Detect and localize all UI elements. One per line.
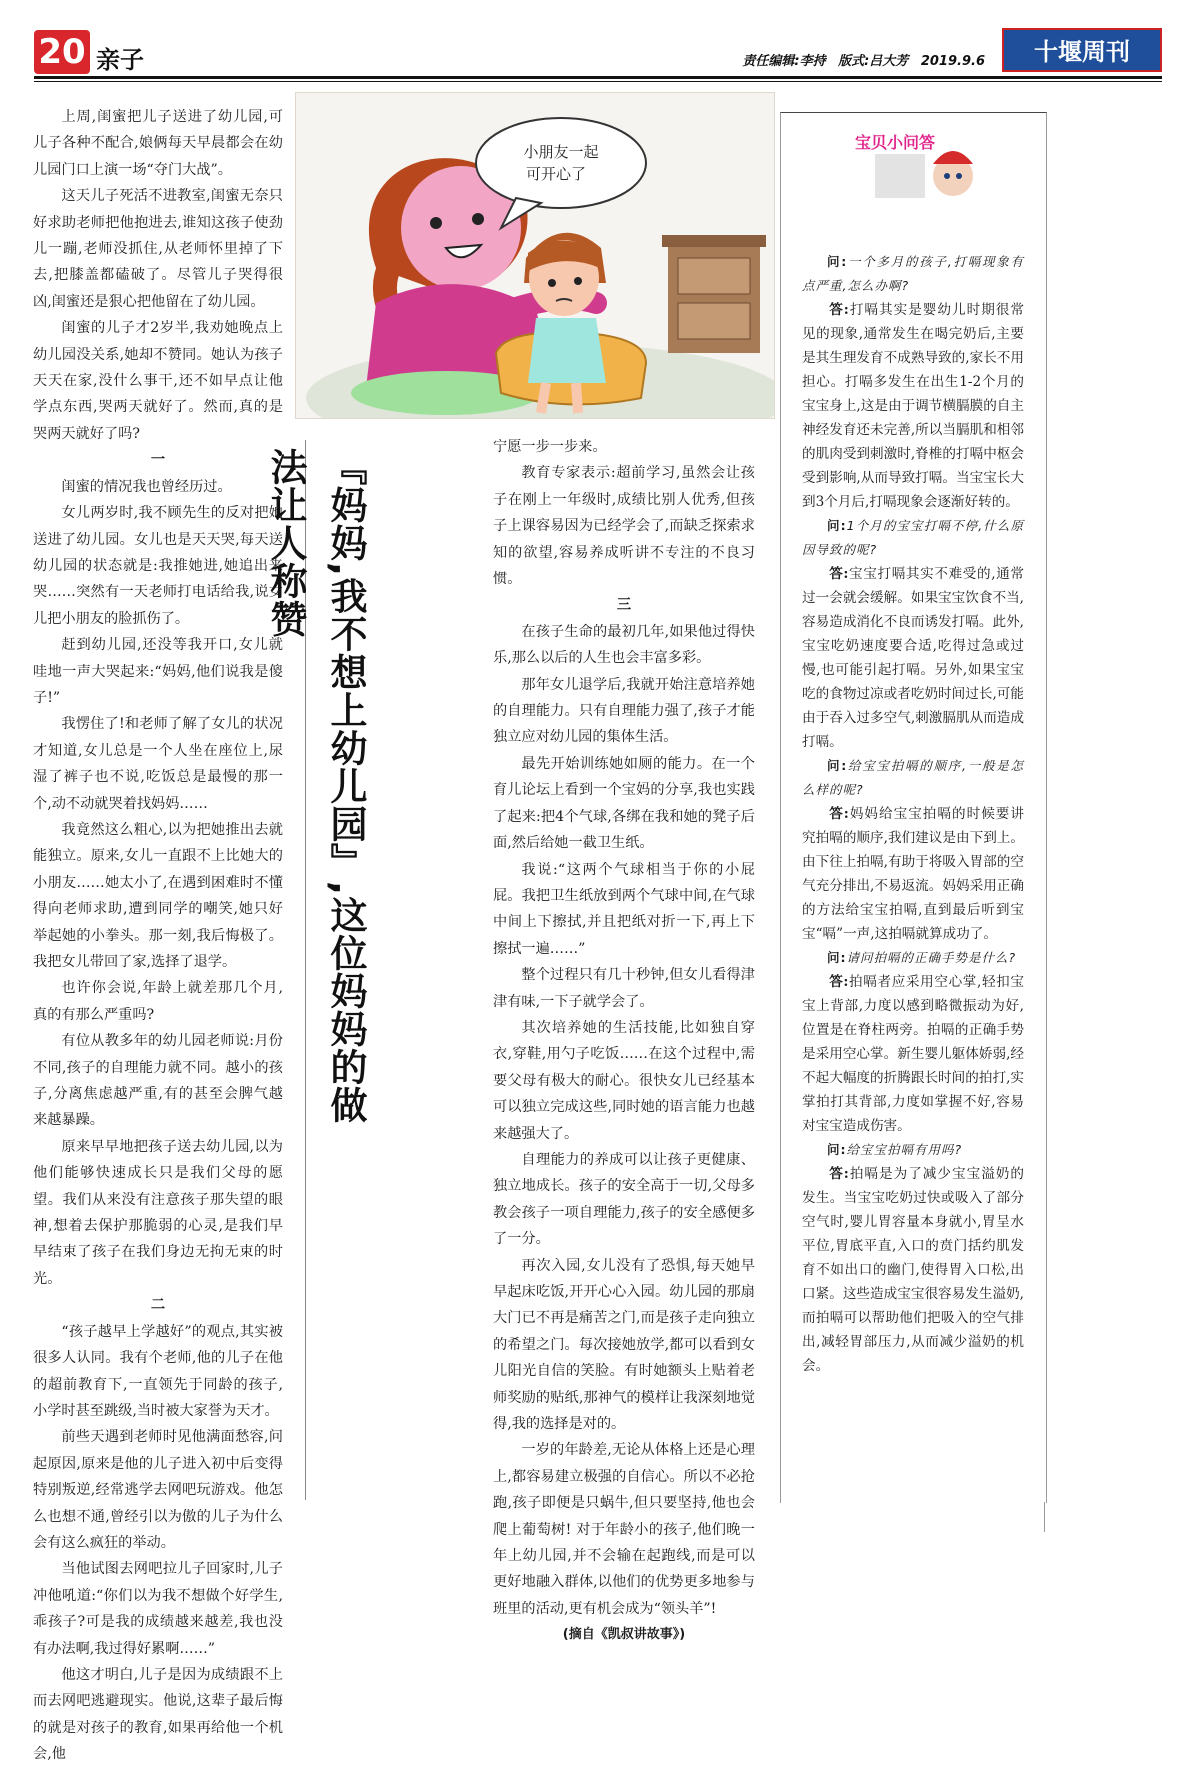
answer-label: 答: — [829, 566, 849, 582]
speech-bubble-line1: 小朋友一起 — [523, 143, 599, 161]
qa-question — [802, 250, 1024, 298]
qa-answer — [802, 1162, 1024, 1378]
paragraph: 最先开始训练她如厕的能力。在一个育儿论坛上看到一个宝妈的分享,我也实践了起来:把4个气球,各绑在我和她的凳子后面,然后给她一截卫生纸。 — [493, 755, 755, 852]
qa-question — [802, 754, 1024, 802]
paragraph: 再次入园,女儿没有了恐惧,每天她早早起床吃饭,开开心心入园。幼儿园的那扇大门已不再是痛苦之门,而是孩子走向独立的希望之门。每次接她放学,都可以看到女儿阳光自信的笑脸。有时她额头上贴着老师奖励的贴纸,那神气的模样让我深刻地觉得,我的选择是对的。 — [493, 1257, 755, 1433]
speech-bubble-line2: 可开心了 — [525, 165, 587, 183]
layout-credit: 版式:吕大芳 — [838, 54, 909, 69]
paragraph: 赶到幼儿园,还没等我开口,女儿就哇地一声大哭起来:“妈妈,他们说我是傻子!” — [33, 637, 283, 706]
qa-answer — [802, 802, 1024, 946]
article-source: (摘自《凯叔讲故事》) — [562, 1627, 686, 1643]
paragraph: 有位从教多年的幼儿园老师说:月份不同,孩子的自理能力就不同。越小的孩子,分离焦虑越严重,有的甚至会脾气越来越暴躁。 — [33, 1033, 283, 1129]
paragraph: 女儿两岁时,我不顾先生的反对把她送进了幼儿园。女儿也是天天哭,每天送幼儿园的状态就是:我推她进,她追出来哭……突然有一天老师打电话给我,说女儿把小朋友的脸抓伤了。 — [33, 505, 283, 627]
question-label: 问: — [827, 1142, 847, 1157]
question-text: 一个多月的孩子,打嗝现象有点严重,怎么办啊? — [802, 254, 1024, 293]
paragraph: 他这才明白,儿子是因为成绩跟不上而去网吧逃避现实。他说,这辈子最后悔的就是对孩子的教育,如果再给他一个机会,他 — [33, 1666, 283, 1763]
paragraph: 教育专家表示:超前学习,虽然会让孩子在刚上一年级时,成绩比别人优秀,但孩子上课容易因为已经学会了,而缺乏探索求知的欲望,容易养成听讲不专注的不良习惯。 — [493, 465, 755, 588]
article-title: 『妈妈,我不想上幼儿园』,这位妈妈的做法让人称赞 — [264, 448, 367, 1125]
qa-question — [802, 514, 1024, 562]
paragraph: 原来早早地把孩子送去幼儿园,以为他们能够快速成长只是我们父母的愿望。我们从来没有注意孩子那失望的眼神,想着去保护那脆弱的心灵,是我们早早结束了孩子在我们身边无拘无束的时光。 — [33, 1138, 283, 1287]
answer-label: 答: — [829, 1166, 849, 1182]
answer-label: 答: — [829, 302, 849, 318]
paragraph: 自理能力的养成可以让孩子更健康、独立地成长。孩子的安全高于一切,父母多教会孩子一项自理能力,孩子的安全感便多了一分。 — [493, 1151, 755, 1248]
paragraph: 闺蜜的儿子才2岁半,我劝她晚点上幼儿园没关系,她却不赞同。她认为孩子天天在家,没什么事干,还不如早点让他学点东西,哭两天就好了。然而,真的是哭两天就好了吗? — [33, 320, 283, 442]
paragraph: 整个过程只有几十秒钟,但女儿看得津津有味,一下子就学会了。 — [493, 967, 755, 1010]
qa-answer — [802, 970, 1024, 1138]
paragraph: 也许你会说,年龄上就差那几个月,真的有那么严重吗? — [33, 980, 283, 1023]
section-number: 一 — [150, 452, 166, 469]
section-number: 二 — [150, 1297, 166, 1314]
answer-text: 拍嗝是为了减少宝宝溢奶的发生。当宝宝吃奶过快或吸入了部分空气时,婴儿胃容量本身就小,胃呈水平位,胃底平直,入口的贲门括约肌发育不如出口的幽门,使得胃入口松,出口紧。这些造成宝宝很容易发生溢奶,而拍嗝可以帮助他们把吸入的空气排出,减轻胃部压力,从而减少溢奶的机会。 — [802, 1166, 1024, 1374]
answer-text: 拍嗝者应采用空心掌,轻扣宝宝上背部,力度以感到略微振动为好,位置是在脊柱两旁。拍嗝的正确手势是采用空心掌。新生婴儿躯体娇弱,经不起大幅度的折腾跟长时间的拍打,实掌拍打其背部,力度如掌握不好,容易对宝宝造成伤害。 — [802, 974, 1024, 1134]
qa-logo-text: 宝贝小问答 — [855, 133, 936, 152]
qa-answer — [802, 298, 1024, 514]
issue-date: 2019.9.6 — [920, 54, 985, 69]
qa-question — [802, 946, 1024, 970]
answer-text: 打嗝其实是婴幼儿时期很常见的现象,通常发生在喝完奶后,主要是其生理发育不成熟导致的,家长不用担心。打嗝多发生在出生1-2个月的宝宝身上,这是由于调节横膈膜的自主神经发育还未完善,所以当膈肌和相邻的肌肉受到刺激时,脊椎的打嗝中枢会受到影响,从而导致打嗝。当宝宝长大到3个月后,打嗝现象会逐渐好转的。 — [802, 302, 1024, 510]
answer-text: 宝宝打嗝其实不难受的,通常过一会就会缓解。如果宝宝饮食不当,容易造成消化不良而诱发打嗝。此外,宝宝吃奶速度要合适,吃得过急或过慢,也可能引起打嗝。另外,如果宝宝吃的食物过凉或者吃奶时间过长,可能由于吞入过多空气,刺激膈肌从而造成打嗝。 — [802, 566, 1024, 750]
paragraph: 当他试图去网吧拉儿子回家时,儿子冲他吼道:“你们以为我不想做个好学生,乖孩子?可是我的成绩越来越差,我也没有办法啊,我过得好累啊……” — [33, 1561, 283, 1657]
paragraph: 那年女儿退学后,我就开始注意培养她的自理能力。只有自理能力强了,孩子才能独立应对幼儿园的集体生活。 — [493, 676, 755, 746]
qa-answer — [802, 562, 1024, 754]
paragraph: 前些天遇到老师时见他满面愁容,问起原因,原来是他的儿子进入初中后变得特别叛逆,经常逃学去网吧玩游戏。他怎么也想不通,曾经引以为傲的儿子为什么会有这么疯狂的举动。 — [33, 1429, 283, 1551]
mother-daughter-illustration — [296, 93, 774, 418]
paragraph: 上周,闺蜜把儿子送进了幼儿园,可儿子各种不配合,娘俩每天早晨都会在幼儿园门口上演一场“夺门大战”。 — [33, 109, 283, 178]
paragraph: 一岁的年龄差,无论从体格上还是心理上,都容易建立极强的自信心。所以不必抢跑,孩子即便是只蜗牛,但只要坚持,他也会爬上葡萄树! 对于年龄小的孩子,他们晚一年上幼儿园,并不会输在起跑线,而是可以更好地融入群体,以他们的优势更多地参与班里的活动,更有机会成为“领头羊”! — [493, 1442, 755, 1617]
question-text: 请问拍嗝的正确手势是什么? — [846, 950, 1017, 965]
header-divider-thin — [34, 81, 1162, 82]
paragraph: 我说:“这两个气球相当于你的小屁屁。我把卫生纸放到两个气球中间,在气球中间上下擦拭,并且把纸对折一下,再上下擦拭一遍……” — [493, 861, 755, 957]
article-column-2 — [493, 434, 755, 1649]
baby-qa-logo-icon — [855, 120, 985, 208]
answer-label: 答: — [829, 806, 849, 822]
question-text: 给宝宝拍嗝有用吗? — [846, 1142, 963, 1157]
question-label: 问: — [827, 950, 847, 965]
qa-column — [802, 250, 1024, 1378]
editor-credit: 责任编辑:李持 — [742, 54, 826, 69]
sidebar-bottom-rule — [1044, 1502, 1045, 1532]
paragraph: 宁愿一步一步来。 — [493, 439, 607, 455]
paragraph: 在孩子生命的最初几年,如果他过得快乐,那么以后的人生也会丰富多彩。 — [493, 623, 755, 667]
article-illustration — [295, 92, 775, 419]
section-number: 三 — [616, 597, 632, 614]
answer-label: 答: — [829, 974, 849, 990]
question-label: 问: — [827, 758, 848, 773]
answer-text: 妈妈给宝宝拍嗝的时候要讲究拍嗝的顺序,我们建议是由下到上。由下往上拍嗝,有助于将吸入胃部的空气充分排出,不易返流。妈妈采用正确的方法给宝宝拍嗝,直到最后听到宝宝“嗝”一声,这拍嗝就算成功了。 — [802, 806, 1024, 942]
question-label: 问: — [827, 254, 848, 269]
brand-logo: 十堰周刊 — [1002, 28, 1162, 72]
paragraph: “孩子越早上学越好”的观点,其实被很多人认同。我有个老师,他的儿子在他的超前教育下,一直领先于同龄的孩子,小学时甚至跳级,当时被大家誉为天才。 — [33, 1323, 283, 1419]
paragraph: 这天儿子死活不进教室,闺蜜无奈只好求助老师把他抱进去,谁知这孩子使劲儿一蹦,老师没抓住,从老师怀里掉了下去,把膝盖都磕破了。尽管儿子哭得很凶,闺蜜还是狠心把他留在了幼儿园。 — [33, 188, 283, 310]
question-label: 问: — [827, 518, 847, 533]
qa-question — [802, 1138, 1024, 1162]
header-meta — [734, 50, 985, 69]
qa-logo — [855, 120, 985, 208]
header-divider — [34, 76, 1162, 79]
paragraph: 闺蜜的情况我也曾经历过。 — [61, 478, 232, 495]
question-text: 1个月的宝宝打嗝不停,什么原因导致的呢? — [802, 518, 1025, 557]
section-title: 亲子 — [96, 46, 144, 74]
paragraph: 其次培养她的生活技能,比如独自穿衣,穿鞋,用勺子吃饭……在这个过程中,需要父母有极大的耐心。很快女儿已经基本可以独立完成这些,同时她的语言能力也越来越强大了。 — [493, 1019, 755, 1142]
paragraph: 我愣住了!和老师了解了女儿的状况才知道,女儿总是一个人坐在座位上,尿湿了裤子也不说,吃饭总是最慢的那一个,动不动就哭着找妈妈…… — [33, 716, 283, 812]
question-text: 给宝宝拍嗝的顺序,一般是怎么样的呢? — [802, 758, 1024, 797]
article-column-1 — [33, 104, 283, 1768]
paragraph: 我竟然这么粗心,以为把她推出去就能独立。原来,女儿一直跟不上比她大的小朋友……她太小了,在遇到困难时不懂得向老师求助,遭到同学的嘲笑,她只好举起她的小拳头。那一刻,我后悔极了。我把女儿带回了家,选择了退学。 — [33, 821, 283, 970]
page-number: 20 — [34, 30, 90, 74]
